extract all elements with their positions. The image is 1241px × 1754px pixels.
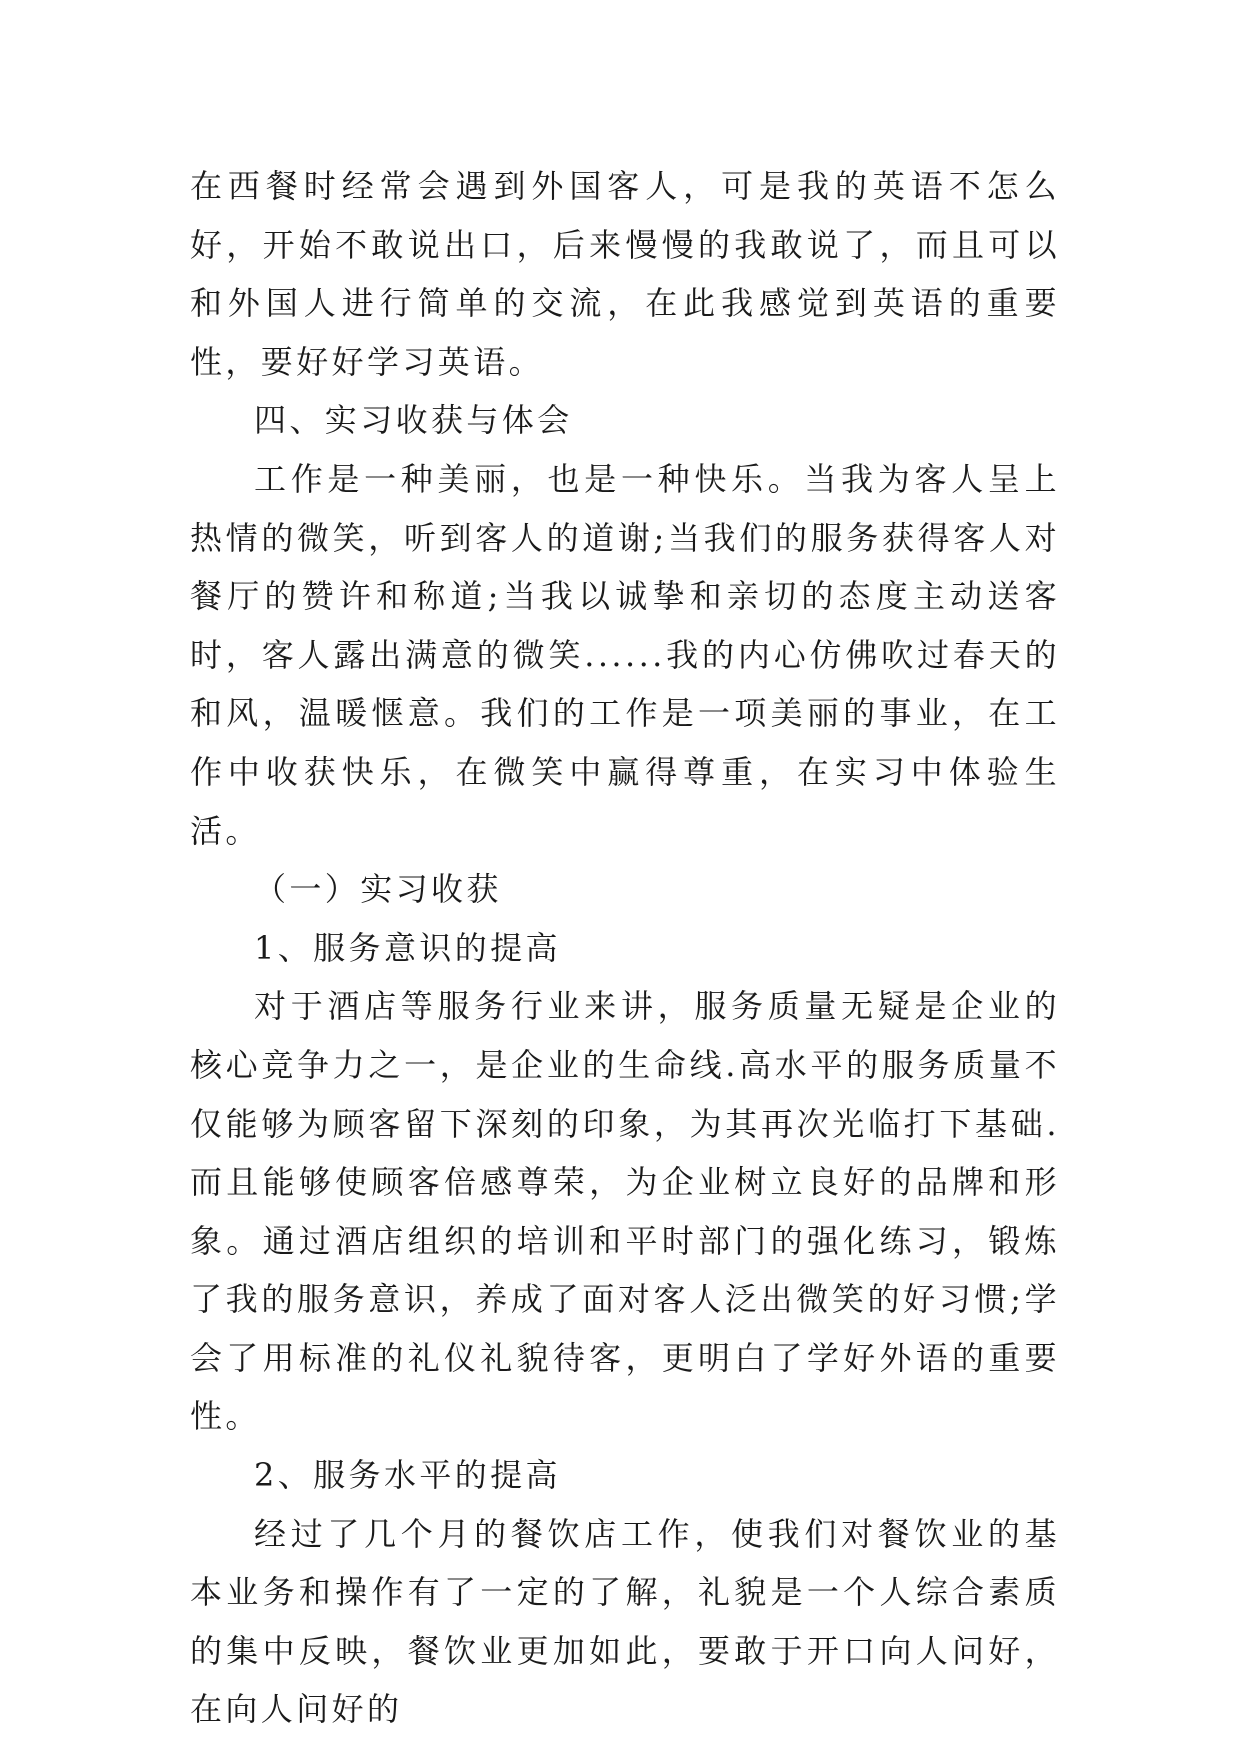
body-paragraph: 在西餐时经常会遇到外国客人，可是我的英语不怎么好，开始不敢说出口，后来慢慢的我敢说了，而且可以和外国人进行简单的交流，在此我感觉到英语的重要性，要好好学习英语。 bbox=[190, 167, 1060, 381]
item-heading: 2、服务水平的提高 bbox=[254, 1456, 561, 1495]
item-heading: 1、服务意识的提高 bbox=[254, 928, 561, 967]
body-paragraph: 对于酒店等服务行业来讲，服务质量无疑是企业的核心竞争力之一，是企业的生命线.高水平的服务质量不仅能够为顾客留下深刻的印象，为其再次光临打下基础.而且能够使顾客倍感尊荣，为企业树立良好的品牌和形象。通过酒店组织的培训和平时部门的强化练习，锻炼了我的服务意识，养成了面对客人泛出微笑的好习惯;学会了用标准的礼仪礼貌待客，更明白了学好外语的重要性。 bbox=[190, 987, 1060, 1436]
document-body bbox=[190, 157, 1060, 1739]
body-paragraph: 经过了几个月的餐饮店工作，使我们对餐饮业的基本业务和操作有了一定的了解，礼貌是一个人综合素质的集中反映，餐饮业更加如此，要敢于开口向人问好，在向人问好的 bbox=[190, 1514, 1060, 1729]
body-paragraph: 工作是一种美丽，也是一种快乐。当我为客人呈上热情的微笑，听到客人的道谢;当我们的服务获得客人对餐厅的赞许和称道;当我以诚挚和亲切的态度主动送客时，客人露出满意的微笑......我的内心仿佛吹过春天的和风，温暖惬意。我们的工作是一项美丽的事业，在工作中收获快乐，在微笑中赢得尊重，在实习中体验生活。 bbox=[190, 459, 1060, 850]
subsection-heading: （一）实习收获 bbox=[254, 870, 502, 909]
section-heading: 四、实习收获与体会 bbox=[254, 401, 573, 440]
